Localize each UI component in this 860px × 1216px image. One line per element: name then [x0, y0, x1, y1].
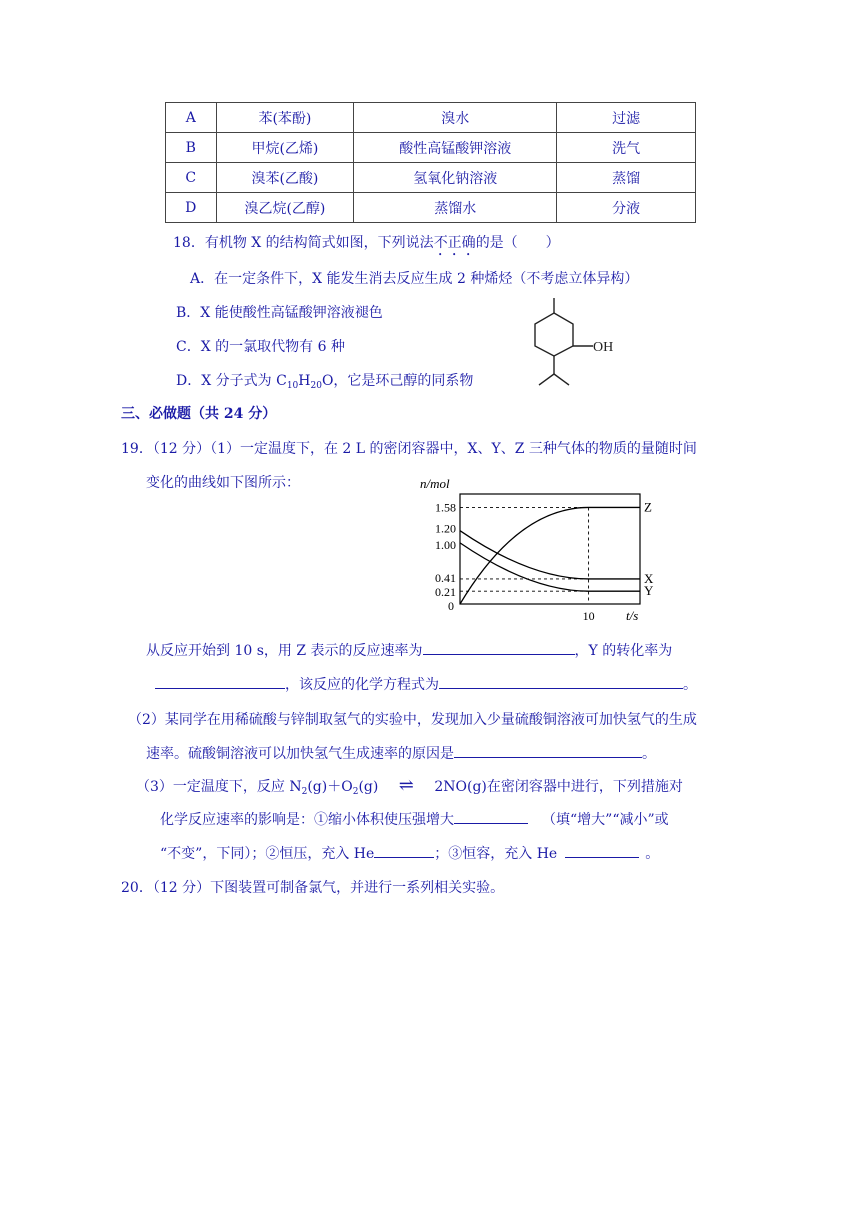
table-cell: B: [166, 133, 217, 163]
y-tick-label: 0.21: [435, 585, 456, 600]
table-cell: 过滤: [557, 103, 696, 133]
table-cell: C: [166, 163, 217, 193]
x-axis-label: t/s: [626, 608, 639, 623]
q19-line2: 变化的曲线如下图所示：: [146, 475, 300, 491]
table-cell: A: [166, 103, 217, 133]
answer-blank-reason[interactable]: [454, 743, 642, 758]
y-tick-label: 1.58: [435, 500, 456, 515]
table-cell: 氢氧化钠溶液: [354, 163, 557, 193]
section-3-heading: 三、必做题（共 24 分）: [121, 406, 277, 422]
answer-blank-pressure[interactable]: [454, 809, 528, 824]
y-tick-label: 1.00: [435, 537, 456, 552]
amount-time-chart: [418, 476, 654, 626]
q19-line3: 从反应开始到 10 s，用 Z 表示的反应速率为 ，Y 的转化率为: [146, 640, 672, 660]
table-cell: 溴水: [354, 103, 557, 133]
series-label-z: Z: [644, 499, 652, 515]
answer-blank-conversion-y[interactable]: [155, 674, 285, 689]
plot-frame: [460, 494, 640, 604]
oh-label: OH: [593, 340, 614, 355]
series-label-y: Y: [644, 583, 654, 599]
q19-part2-line2: 速率。硫酸铜溶液可以加快氢气生成速率的原因是 。: [146, 743, 656, 763]
q19-part3-line1: （3）一定温度下，反应 $N_2(g)+O_2(g)$ ⇌ 2NO(g)在密闭容器中进行，下列措施对: [136, 775, 683, 797]
q19-part3-line3: “不变”，下同）；②恒压，充入 He ；③恒容，充入 He 。: [160, 843, 659, 863]
series-line-y: [460, 543, 640, 591]
table-cell: D: [166, 193, 217, 223]
x-tick-label: 0: [448, 599, 454, 613]
table-cell: 洗气: [557, 133, 696, 163]
answer-blank-equation[interactable]: [439, 674, 683, 689]
table-cell: 蒸馏水: [354, 193, 557, 223]
answer-blank-const-volume[interactable]: [565, 843, 639, 858]
table-cell: 酸性高锰酸钾溶液: [354, 133, 557, 163]
q19-line4: ，该反应的化学方程式为 。: [155, 674, 697, 694]
y-tick-label: 0.41: [435, 570, 456, 585]
q18-option-a: A．在一定条件下，X 能发生消去反应生成 2 种烯烃（不考虑立体异构）: [190, 271, 639, 287]
series-line-z: [460, 507, 640, 604]
q19-line1: 19．（12 分）（1）一定温度下，在 2 L 的密闭容器中，X、Y、Z 三种气体的物质的量随时间: [121, 441, 697, 457]
equilibrium-arrow-icon: ⇌: [398, 775, 414, 796]
answer-blank-const-pressure[interactable]: [374, 843, 434, 858]
q18-option-d: D．X 分子式为 $C_{10}H_{20}O$，它是环己醇的同系物: [176, 373, 474, 391]
table-cell: 溴苯(乙酸): [216, 163, 354, 193]
q18-option-b: B．X 能使酸性高锰酸钾溶液褪色: [176, 305, 383, 321]
table-row: [166, 163, 696, 193]
q18-option-c: C．X 的一氯取代物有 6 种: [176, 339, 345, 355]
options-table: [165, 102, 696, 223]
series-line-x: [460, 531, 640, 579]
table-row: [166, 193, 696, 223]
table-cell: 蒸馏: [557, 163, 696, 193]
y-tick-label: 1.20: [435, 521, 456, 536]
table-row: [166, 133, 696, 163]
y-axis-label: n/mol: [420, 476, 450, 491]
structure-x-diagram: [525, 298, 625, 390]
q18-stem: 18．有机物 X 的结构简式如图，下列说法不正确的是（ ）: [173, 235, 560, 251]
q19-part2-line1: （2）某同学在用稀硫酸与锌制取氢气的实验中，发现加入少量硫酸铜溶液可加快氢气的生成: [128, 712, 697, 728]
series-label-x: X: [644, 570, 654, 586]
table-cell: 分液: [557, 193, 696, 223]
q19-part3-line2: 化学反应速率的影响是：①缩小体积使压强增大 （填“增大”“减小”或: [160, 809, 669, 829]
x-tick-label: 10: [582, 609, 595, 623]
q20-stem: 20．（12 分）下图装置可制备氯气，并进行一系列相关实验。: [121, 880, 505, 896]
table-cell: 苯(苯酚): [216, 103, 354, 133]
table-row: [166, 103, 696, 133]
table-cell: 溴乙烷(乙醇): [216, 193, 354, 223]
table-cell: 甲烷(乙烯): [216, 133, 354, 163]
answer-blank-rate-z[interactable]: [423, 640, 575, 655]
